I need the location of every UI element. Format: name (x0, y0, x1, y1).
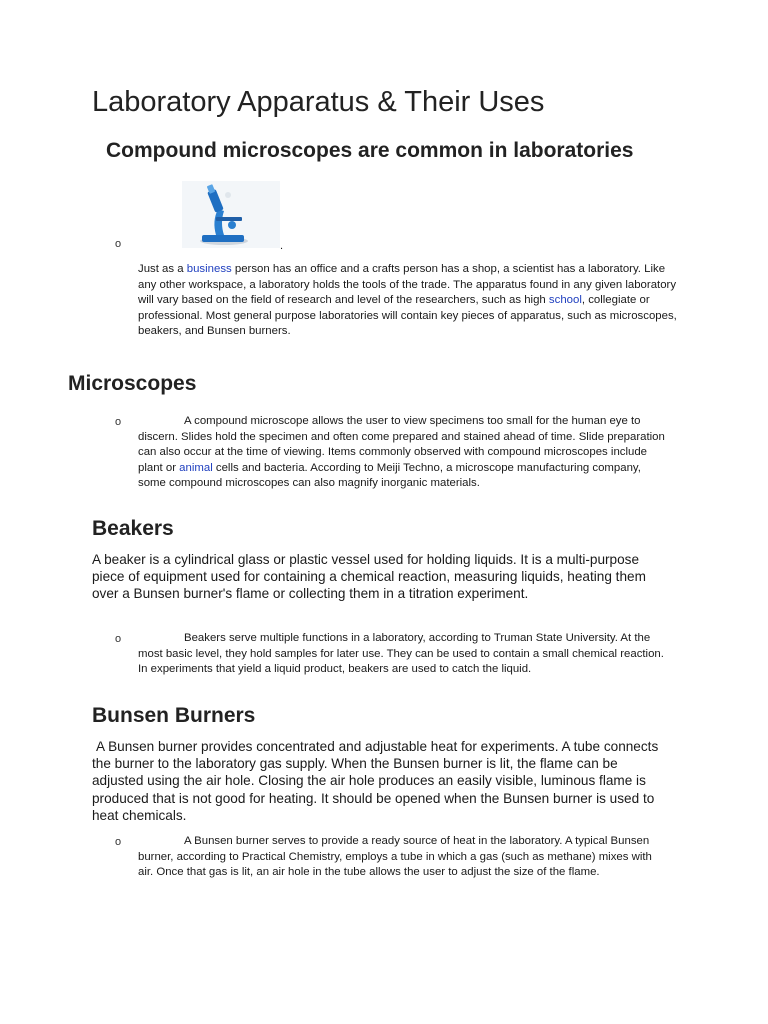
bunsen-paragraph: A Bunsen burner provides concentrated and adjustable heat for experiments. A tube connects the burner to the laboratory gas supply. When the Bunsen burner is lit, the flame can be adjusted using the air hole. Closing the air hole produces an easily visible, luminous flame is produced that is not good for heating. It should be opened when the Bunsen burner is used to heat chemicals. (92, 739, 659, 823)
school-link[interactable]: school (548, 294, 582, 306)
beakers-paragraph: A beaker is a cylindrical glass or plastic vessel used for holding liquids. It is a multi-purpose piece of equipment used for containing a chemical reaction, measuring liquids, heating them over a Bunsen burner's flame or collecting them in a titration experiment. (92, 552, 646, 602)
business-link[interactable]: business (186, 263, 232, 275)
list-bullet: o (115, 416, 122, 428)
caption-dot: . (280, 240, 284, 252)
bunsen-bullet-text: A Bunsen burner serves to provide a ready source of heat in the laboratory. A typical Bunsen burner, according to Practical Chemistry, employs a tube in which a gas (such as methane) mixes with air. Once that gas is lit, an air hole in the tube allows the user to adjust the size of the flame. (138, 835, 652, 878)
microscopes-bullet-text: A compound microscope allows the user to view specimens too small for the human eye to discern. Slides hold the specimen and often come prepared and stained ahead of time. Slide preparation can also occur at the time of viewing. Items commonly observed with compound microscopes include plant or animal cells and bacteria. According to Meiji Techno, a microscope manufacturing company, some compound microscopes can also magnify inorganic materials. (138, 415, 665, 489)
microscopes-heading: Microscopes (68, 372, 197, 395)
list-bullet: o (115, 633, 122, 645)
bunsen-heading: Bunsen Burners (92, 704, 256, 727)
list-bullet: o (115, 836, 122, 848)
page-subtitle: Compound microscopes are common in laboratories (106, 139, 634, 162)
intro-paragraph: Just as a business person has an office and a crafts person has a shop, a scientist has a laboratory. Like any other workspace, a laboratory holds the tools of the trade. The apparatus found in any given laboratory will vary based on the field of research and level of the researchers, such as high school, collegiate or professional. Most general purpose laboratories will contain key pieces of apparatus, such as microscopes, beakers, and Bunsen burners. (138, 263, 677, 337)
list-bullet: o (115, 238, 122, 250)
animal-link[interactable]: animal (179, 461, 213, 474)
page-title: Laboratory Apparatus & Their Uses (92, 86, 545, 118)
microscope-icon (182, 181, 280, 248)
beakers-heading: Beakers (92, 517, 174, 540)
microscope-image (182, 181, 280, 248)
beakers-bullet-text: Beakers serve multiple functions in a laboratory, according to Truman State University. At the most basic level, they hold samples for later use. They can be used to contain a small chemical reaction. In experiments that yield a liquid product, beakers are used to catch the liquid. (138, 632, 664, 675)
